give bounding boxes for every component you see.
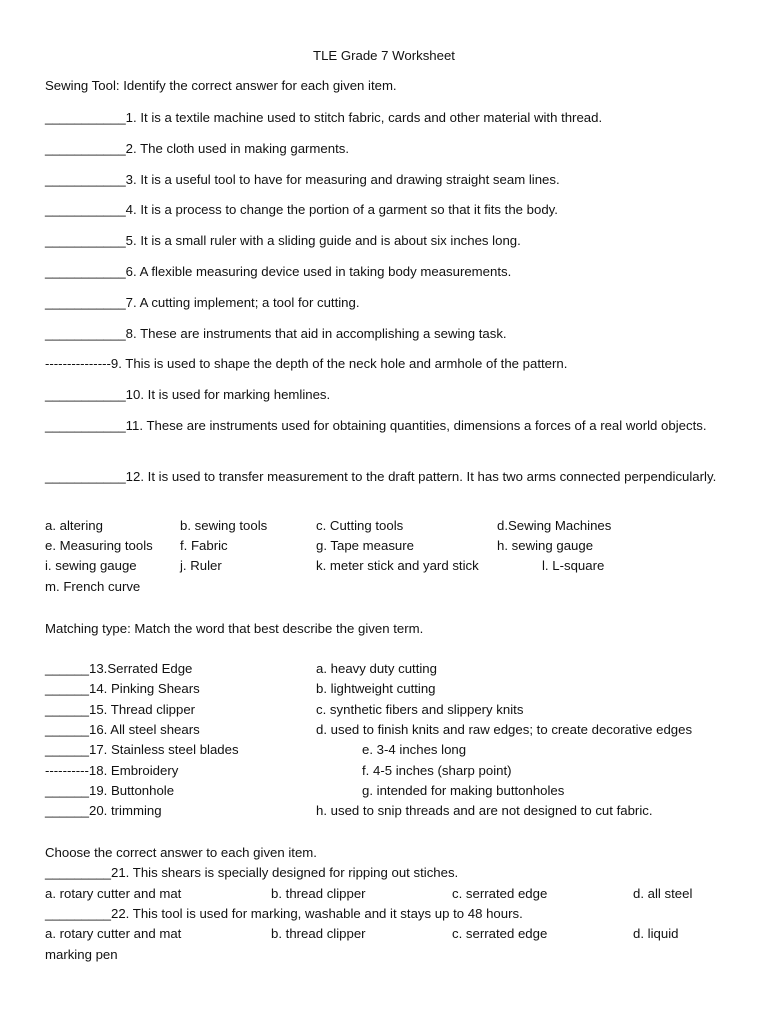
question-4: ___________4. It is a process to change the portion of a garment so that it fits the body. bbox=[45, 202, 558, 217]
matching-description: e. 3-4 inches long bbox=[362, 742, 467, 757]
matching-row-14 bbox=[45, 681, 735, 701]
matching-description: d. used to finish knits and raw edges; to create decorative edges bbox=[316, 722, 693, 737]
choice-b: b. thread clipper bbox=[271, 926, 366, 941]
choice-d: d. all steel bbox=[633, 886, 693, 901]
option-m: m. French curve bbox=[45, 579, 141, 594]
options-row-2 bbox=[45, 538, 735, 558]
options-row-3 bbox=[45, 558, 735, 578]
option-g: g. Tape measure bbox=[316, 538, 414, 553]
question-10: ___________10. It is used for marking hemlines. bbox=[45, 387, 331, 402]
options-row-1 bbox=[45, 518, 735, 538]
option-c: c. Cutting tools bbox=[316, 518, 404, 533]
matching-description: h. used to snip threads and are not designed to cut fabric. bbox=[316, 803, 653, 818]
matching-term: ______19. Buttonhole bbox=[45, 783, 175, 798]
question-3: ___________3. It is a useful tool to have for measuring and drawing straight seam lines. bbox=[45, 172, 560, 187]
question-8: ___________8. These are instruments that aid in accomplishing a sewing task. bbox=[45, 326, 507, 341]
question-21: _________21. This shears is specially designed for ripping out stiches. bbox=[45, 865, 459, 880]
choice-d-continued: marking pen bbox=[45, 947, 118, 962]
matching-row-15 bbox=[45, 702, 735, 722]
section3-instruction: Choose the correct answer to each given item. bbox=[45, 845, 317, 860]
matching-description: g. intended for making buttonholes bbox=[362, 783, 565, 798]
option-e: e. Measuring tools bbox=[45, 538, 153, 553]
matching-term: ______15. Thread clipper bbox=[45, 702, 196, 717]
choice-a: a. rotary cutter and mat bbox=[45, 926, 182, 941]
choice-b: b. thread clipper bbox=[271, 886, 366, 901]
options-row-4 bbox=[45, 579, 735, 599]
question-21-options bbox=[45, 886, 735, 906]
matching-description: f. 4-5 inches (sharp point) bbox=[362, 763, 512, 778]
question-5: ___________5. It is a small ruler with a sliding guide and is about six inches long. bbox=[45, 233, 521, 248]
question-11: ___________11. These are instruments used for obtaining quantities, dimensions a forces of a real world objects. bbox=[45, 418, 707, 433]
option-i: i. sewing gauge bbox=[45, 558, 137, 573]
matching-row-16 bbox=[45, 722, 735, 742]
option-d: d.Sewing Machines bbox=[497, 518, 612, 533]
matching-description: a. heavy duty cutting bbox=[316, 661, 437, 676]
matching-row-19 bbox=[45, 783, 735, 803]
option-l: l. L-square bbox=[542, 558, 605, 573]
option-j: j. Ruler bbox=[180, 558, 222, 573]
question-12: ___________12. It is used to transfer measurement to the draft pattern. It has two arms connected perpendicularly. bbox=[45, 469, 717, 484]
choice-d: d. liquid bbox=[633, 926, 679, 941]
matching-term: ______13.Serrated Edge bbox=[45, 661, 193, 676]
choice-c: c. serrated edge bbox=[452, 926, 548, 941]
question-7: ___________7. A cutting implement; a tool for cutting. bbox=[45, 295, 360, 310]
matching-row-20 bbox=[45, 803, 735, 823]
question-22: _________22. This tool is used for marking, washable and it stays up to 48 hours. bbox=[45, 906, 523, 921]
matching-term: ______17. Stainless steel blades bbox=[45, 742, 239, 757]
option-b: b. sewing tools bbox=[180, 518, 268, 533]
question-6: ___________6. A flexible measuring device used in taking body measurements. bbox=[45, 264, 512, 279]
matching-row-17 bbox=[45, 742, 735, 762]
matching-term: ______16. All steel shears bbox=[45, 722, 200, 737]
matching-row-13 bbox=[45, 661, 735, 681]
choice-a: a. rotary cutter and mat bbox=[45, 886, 182, 901]
question-2: ___________2. The cloth used in making garments. bbox=[45, 141, 350, 156]
matching-term: ______20. trimming bbox=[45, 803, 162, 818]
matching-term: ----------18. Embroidery bbox=[45, 763, 179, 778]
section1-instruction: Sewing Tool: Identify the correct answer for each given item. bbox=[45, 78, 397, 93]
choice-c: c. serrated edge bbox=[452, 886, 548, 901]
matching-row-18 bbox=[45, 763, 735, 783]
option-k: k. meter stick and yard stick bbox=[316, 558, 479, 573]
question-9: ---------------9. This is used to shape the depth of the neck hole and armhole of the pattern. bbox=[45, 356, 568, 371]
option-h: h. sewing gauge bbox=[497, 538, 594, 553]
page-title: TLE Grade 7 Worksheet bbox=[313, 48, 455, 63]
option-f: f. Fabric bbox=[180, 538, 228, 553]
question-22-options bbox=[45, 926, 735, 946]
section2-instruction: Matching type: Match the word that best describe the given term. bbox=[45, 621, 424, 636]
matching-term: ______14. Pinking Shears bbox=[45, 681, 200, 696]
matching-description: b. lightweight cutting bbox=[316, 681, 436, 696]
matching-description: c. synthetic fibers and slippery knits bbox=[316, 702, 524, 717]
question-1: ___________1. It is a textile machine used to stitch fabric, cards and other material with thread. bbox=[45, 110, 603, 125]
option-a: a. altering bbox=[45, 518, 103, 533]
